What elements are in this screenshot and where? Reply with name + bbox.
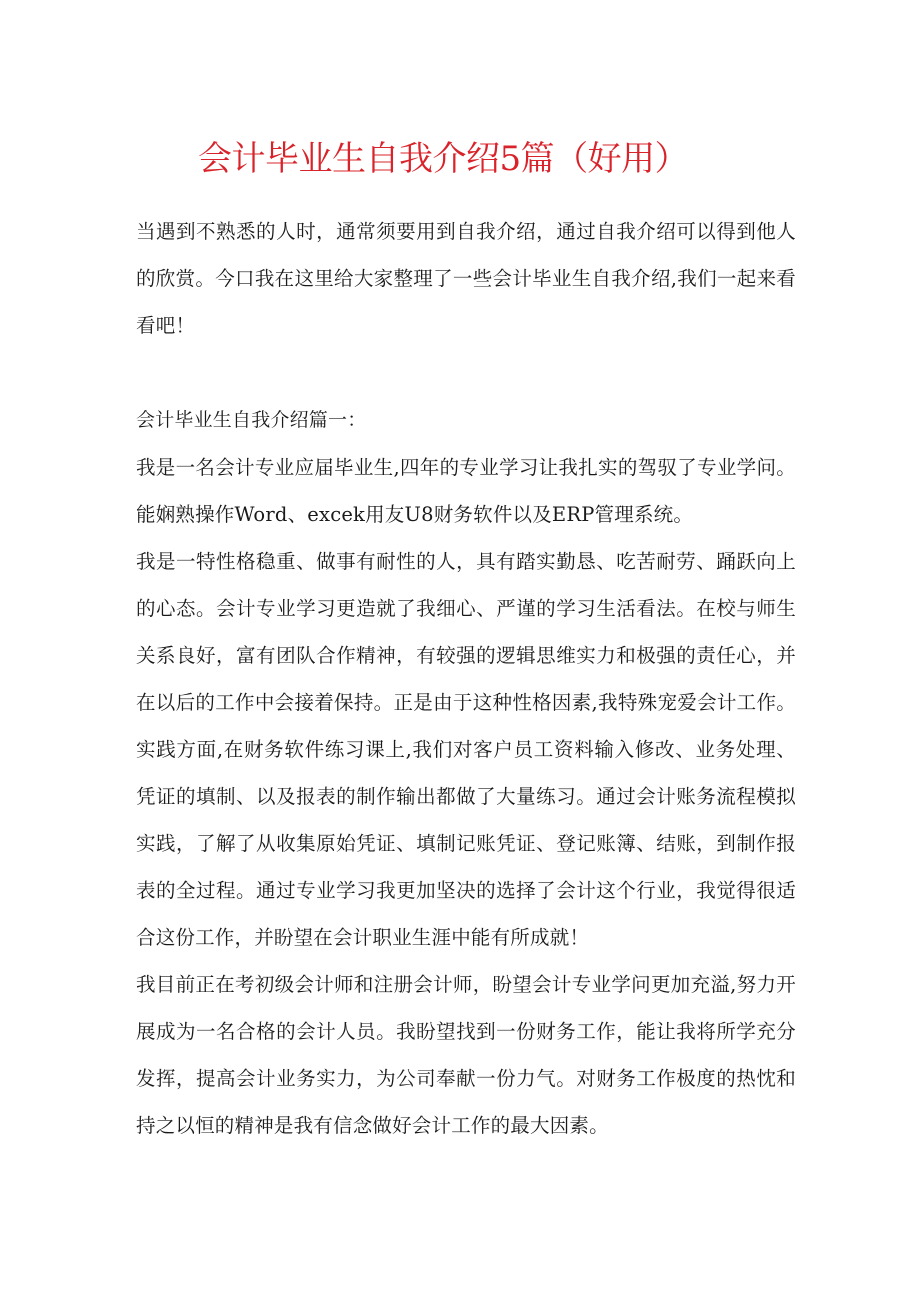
paragraph-goals: 我目前正在考初级会计师和注册会计师，盼望会计专业学问更加充溢,努力开展成为一名合格的会计人员。我盼望找到一份财务工作，能让我将所学充分发挥，提高会计业务实力，为公司奉献一份力气。对财务工作极度的热忱和持之以恒的精神是我有信念做好会计工作的最大因素。 — [136, 973, 796, 1137]
paragraph-skills: 我是一名会计专业应届毕业生,四年的专业学习让我扎实的驾驭了专业学问。能娴熟操作Word、excek用友U8财务软件以及ERP管理系统。 — [136, 456, 796, 526]
intro-paragraph: 当遇到不熟悉的人时，通常须要用到自我介绍，通过自我介绍可以得到他人的欣赏。今口我在这里给大家整理了一些会计毕业生自我介绍,我们一起来看看吧！ — [136, 220, 796, 337]
document-title: 会计毕业生自我介绍5篇（好用） — [198, 139, 689, 179]
document-body — [136, 208, 796, 1149]
section-heading: 会计毕业生自我介绍篇一： — [136, 409, 367, 431]
paragraph-personality: 我是一特性格稳重、做事有耐性的人，具有踏实勤恳、吃苦耐劳、踊跃向上的心态。会计专业学习更造就了我细心、严谨的学习生活看法。在校与师生关系良好，富有团队合作精神，有较强的逻辑思维实力和极强的责任心，并在以后的工作中会接着保持。正是由于这种性格因素,我特殊宠爱会计工作。实践方面,在财务软件练习课上,我们对客户员工资料输入修改、业务处理、凭证的填制、以及报表的制作输出都做了大量练习。通过会计账务流程模拟实践，了解了从收集原始凭证、填制记账凭证、登记账簿、结账，到制作报表的全过程。通过专业学习我更加坚决的选择了会计这个行业，我觉得很适合这份工作，并盼望在会计职业生涯中能有所成就！ — [136, 550, 796, 949]
